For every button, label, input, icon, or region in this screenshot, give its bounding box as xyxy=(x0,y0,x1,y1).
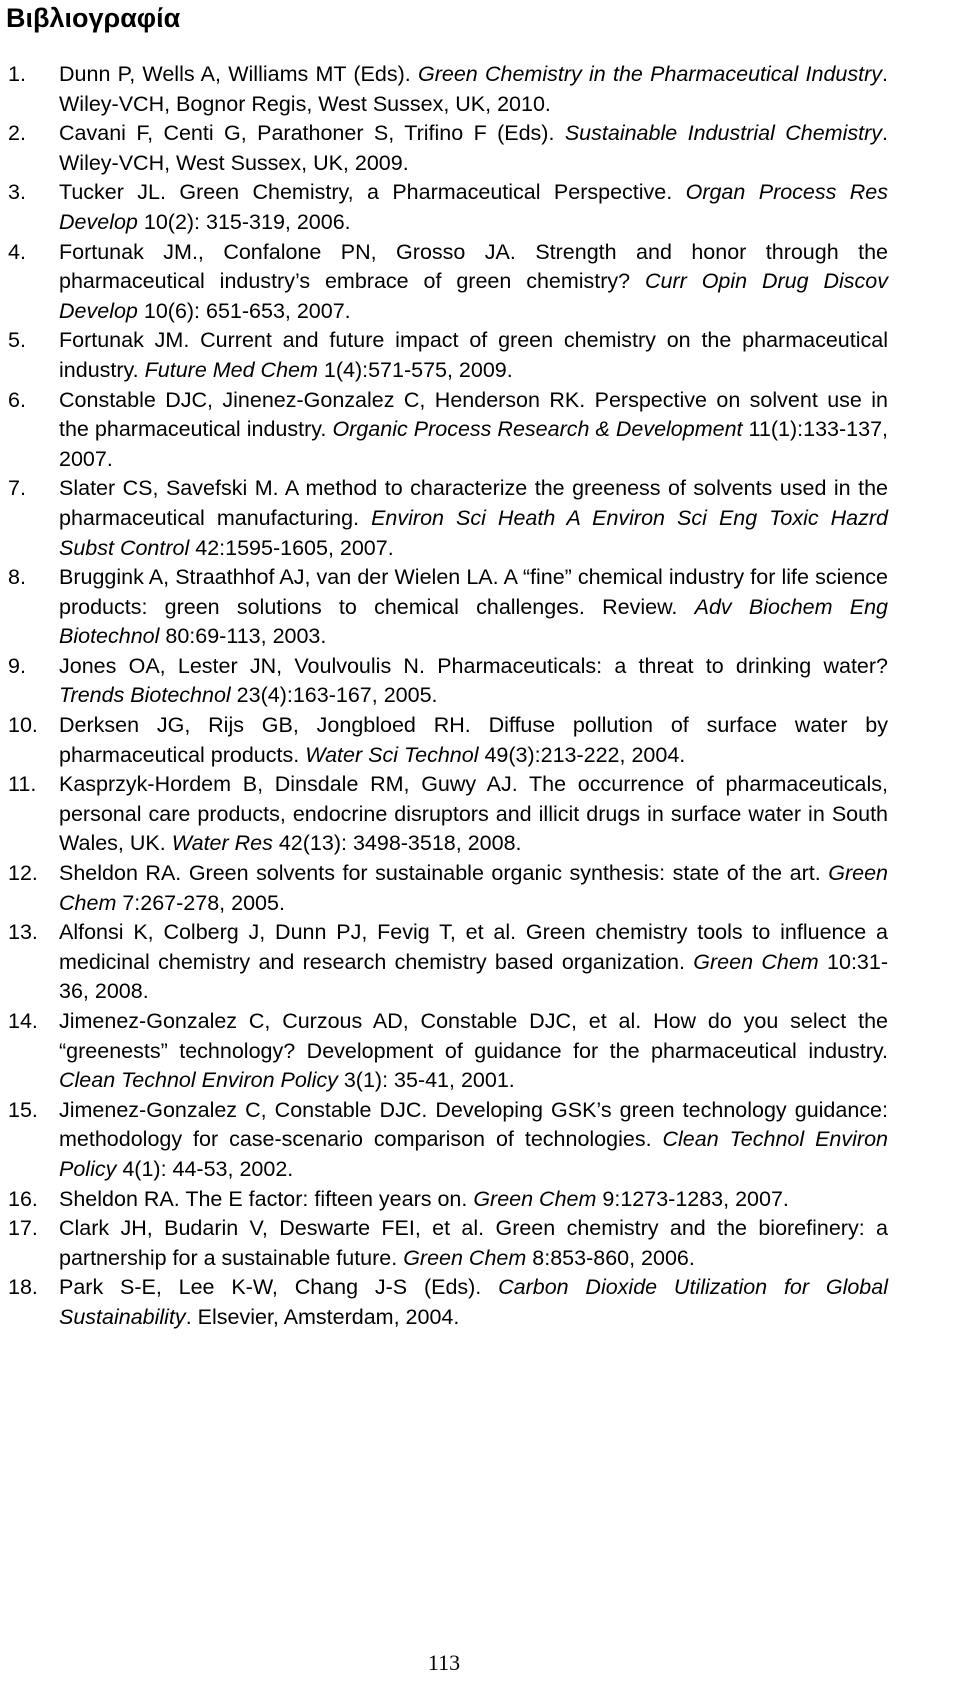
reference-number: 13. xyxy=(8,920,38,945)
reference-authors: Fortunak JM., Confalone PN, Grosso JA. xyxy=(59,239,536,264)
reference-number: 1. xyxy=(8,62,26,86)
reference-item xyxy=(0,178,960,237)
reference-source: Carbon Dioxide Utilization for Global Sustainability xyxy=(59,1275,888,1329)
reference-details: 11(1):133-137, 2007. xyxy=(59,417,889,471)
reference-authors: Constable DJC, Jinenez-Gonzalez C, Henderson RK. xyxy=(59,387,595,412)
reference-details: 10(6): 651-653, 2007. xyxy=(137,298,351,323)
reference-authors: Slater CS, Savefski M. xyxy=(59,476,285,501)
reference-title: Green solvents for sustainable organic synthesis: state of the art. xyxy=(188,861,829,886)
reference-source: Green Chemistry in the Pharmaceutical Industry xyxy=(417,62,883,86)
reference-source: Green Chem xyxy=(693,949,819,974)
reference-number: 2. xyxy=(8,121,26,146)
reference-source: Future Med Chem xyxy=(144,357,318,382)
reference-source: Trends Biotechnol xyxy=(59,683,231,708)
reference-text xyxy=(59,388,888,471)
reference-authors: Fortunak JM. xyxy=(59,328,201,353)
reference-item xyxy=(0,563,960,652)
reference-item xyxy=(0,1273,960,1332)
reference-text xyxy=(59,713,888,767)
reference-text xyxy=(59,772,888,855)
reference-details: 3(1): 35-41, 2001. xyxy=(337,1068,515,1093)
reference-source: Curr Opin Drug Discov Develop xyxy=(59,269,888,323)
reference-number: 18. xyxy=(8,1275,38,1300)
reference-number: 3. xyxy=(8,180,26,205)
reference-details: 80:69-113, 2003. xyxy=(159,624,327,649)
reference-title: How do you select the “greenests” technology? Development of guidance for the pharmaceutical industry. xyxy=(59,1009,888,1063)
reference-text xyxy=(59,1216,888,1270)
reference-text xyxy=(59,180,888,234)
reference-text xyxy=(59,328,888,382)
reference-item xyxy=(0,711,960,770)
reference-number: 12. xyxy=(8,861,38,886)
reference-text xyxy=(59,861,888,915)
reference-authors: Alfonsi K, Colberg J, Dunn PJ, Fevig T, et al. xyxy=(59,920,526,945)
reference-title: A “fine” chemical industry for life science products: green solutions to chemical challenges. Review. xyxy=(59,565,888,619)
reference-authors: Park S-E, Lee K-W, Chang J-S (Eds). xyxy=(59,1275,499,1300)
reference-title: Developing GSK’s green technology guidance: methodology for case-scenario comparison of technologies. xyxy=(59,1097,888,1152)
reference-details: 10:31-36, 2008. xyxy=(59,949,888,1004)
reference-item xyxy=(0,1185,960,1215)
reference-number: 6. xyxy=(8,387,26,412)
reference-source: Clean Technol Environ Policy xyxy=(59,1127,888,1181)
reference-source: Clean Technol Environ Policy xyxy=(59,1068,338,1093)
reference-source: Organic Process Research & Development xyxy=(332,417,743,442)
reference-text xyxy=(59,476,888,559)
reference-details: 42:1595-1605, 2007. xyxy=(189,535,394,560)
reference-text xyxy=(59,62,888,116)
reference-number: 5. xyxy=(8,328,26,353)
reference-details: 49(3):213-222, 2004. xyxy=(478,742,686,767)
reference-authors: Jimenez-Gonzalez C, Curzous AD, Constable DJC, et al. xyxy=(59,1009,654,1033)
reference-title: Green Chemistry, a Pharmaceutical Perspective. xyxy=(179,180,686,205)
reference-authors: Derksen JG, Rijs GB, Jongbloed RH. xyxy=(59,713,489,738)
reference-number: 8. xyxy=(8,565,26,590)
reference-text xyxy=(59,1098,888,1181)
reference-item xyxy=(0,770,960,859)
reference-item xyxy=(0,1214,960,1273)
reference-details: . Elsevier, Amsterdam, 2004. xyxy=(185,1304,460,1329)
reference-title: The E factor: fifteen years on. xyxy=(185,1186,474,1211)
reference-text xyxy=(59,565,888,648)
reference-details: . Wiley-VCH, Bognor Regis, West Sussex, UK, 2010. xyxy=(59,62,888,116)
reference-details: 42(13): 3498-3518, 2008. xyxy=(272,831,522,856)
reference-text xyxy=(59,654,888,708)
reference-title: A method to characterize the greeness of solvents used in the pharmaceutical manufacturing. xyxy=(59,476,888,530)
reference-authors: Clark JH, Budarin V, Deswarte FEI, et al. xyxy=(59,1216,496,1241)
reference-title: Perspective on solvent use in the pharmaceutical industry. xyxy=(59,387,888,442)
reference-text xyxy=(59,1009,888,1092)
reference-text xyxy=(59,1275,888,1329)
page-title: Βιβλιογραφία xyxy=(6,3,181,33)
reference-title: Current and future impact of green chemistry on the pharmaceutical industry. xyxy=(59,328,888,382)
reference-details: . Wiley-VCH, West Sussex, UK, 2009. xyxy=(59,121,888,175)
reference-details: 4(1): 44-53, 2002. xyxy=(116,1156,294,1181)
reference-number: 4. xyxy=(8,239,26,264)
reference-authors: Jones OA, Lester JN, Voulvoulis N. xyxy=(59,653,438,678)
reference-item xyxy=(0,60,960,119)
reference-title: The occurrence of pharmaceuticals, personal care products, endocrine disruptors and illicit drugs in surface water in South Wales, UK. xyxy=(59,772,888,856)
reference-list xyxy=(0,60,960,1333)
reference-source: Adv Biochem Eng Biotechnol xyxy=(59,594,888,649)
reference-number: 11. xyxy=(8,772,37,797)
reference-details: 9:1273-1283, 2007. xyxy=(596,1186,789,1211)
reference-item xyxy=(0,859,960,918)
reference-item xyxy=(0,386,960,475)
reference-authors: Sheldon RA. xyxy=(59,1186,186,1211)
reference-source: Water Sci Technol xyxy=(305,742,479,767)
reference-number: 9. xyxy=(8,653,26,678)
reference-authors: Tucker JL. xyxy=(59,180,180,205)
reference-item xyxy=(0,474,960,563)
reference-item xyxy=(0,918,960,1007)
reference-item xyxy=(0,1007,960,1096)
reference-title: Green chemistry tools to influence a medicinal chemistry and research chemistry based organization. xyxy=(59,920,888,974)
reference-source: Sustainable Industrial Chemistry xyxy=(564,121,883,146)
reference-details: 7:267-278, 2005. xyxy=(116,890,285,915)
reference-authors: Cavani F, Centi G, Parathoner S, Trifino F (Eds). xyxy=(59,121,565,146)
reference-number: 17. xyxy=(8,1216,38,1241)
reference-text xyxy=(59,121,888,175)
reference-authors: Jimenez-Gonzalez C, Constable DJC. xyxy=(59,1097,436,1122)
reference-item xyxy=(0,119,960,178)
reference-details: 8:853-860, 2006. xyxy=(526,1245,695,1270)
reference-authors: Sheldon RA. xyxy=(59,861,189,886)
reference-authors: Bruggink A, Straathhof AJ, van der Wielen LA. xyxy=(59,565,504,590)
reference-item xyxy=(0,238,960,327)
reference-title: Green chemistry and the biorefinery: a partnership for a sustainable future. xyxy=(59,1216,888,1270)
reference-item xyxy=(0,326,960,385)
reference-details: 10(2): 315-319, 2006. xyxy=(137,209,351,234)
reference-item xyxy=(0,1096,960,1185)
reference-source: Green Chem xyxy=(403,1245,527,1270)
reference-number: 15. xyxy=(8,1097,38,1122)
reference-text xyxy=(59,1187,789,1211)
reference-item xyxy=(0,652,960,711)
reference-authors: Kasprzyk-Hordem B, Dinsdale RM, Guwy AJ. xyxy=(59,772,530,797)
reference-title: Strength and honor through the pharmaceutical industry’s embrace of green chemistry? xyxy=(59,239,889,294)
reference-number: 16. xyxy=(8,1186,38,1211)
reference-title: Pharmaceuticals: a threat to drinking water? xyxy=(437,653,888,678)
reference-number: 10. xyxy=(8,713,38,738)
reference-text xyxy=(59,920,888,1003)
reference-number: 7. xyxy=(8,476,26,501)
page-number: 113 xyxy=(427,1650,461,1675)
reference-details: 1(4):571-575, 2009. xyxy=(317,357,513,382)
reference-text xyxy=(59,240,888,323)
reference-source: Green Chem xyxy=(473,1186,597,1211)
reference-title: Diffuse pollution of surface water by pharmaceutical products. xyxy=(59,713,889,767)
reference-source: Organ Process Res Develop xyxy=(59,180,889,234)
reference-source: Water Res xyxy=(171,831,273,856)
reference-source: Environ Sci Heath A Environ Sci Eng Toxic Hazrd Subst Control xyxy=(59,505,889,560)
reference-authors: Dunn P, Wells A, Williams MT (Eds). xyxy=(59,62,418,86)
reference-details: 23(4):163-167, 2005. xyxy=(230,683,438,708)
reference-source: Green Chem xyxy=(59,861,888,915)
reference-number: 14. xyxy=(8,1009,38,1033)
